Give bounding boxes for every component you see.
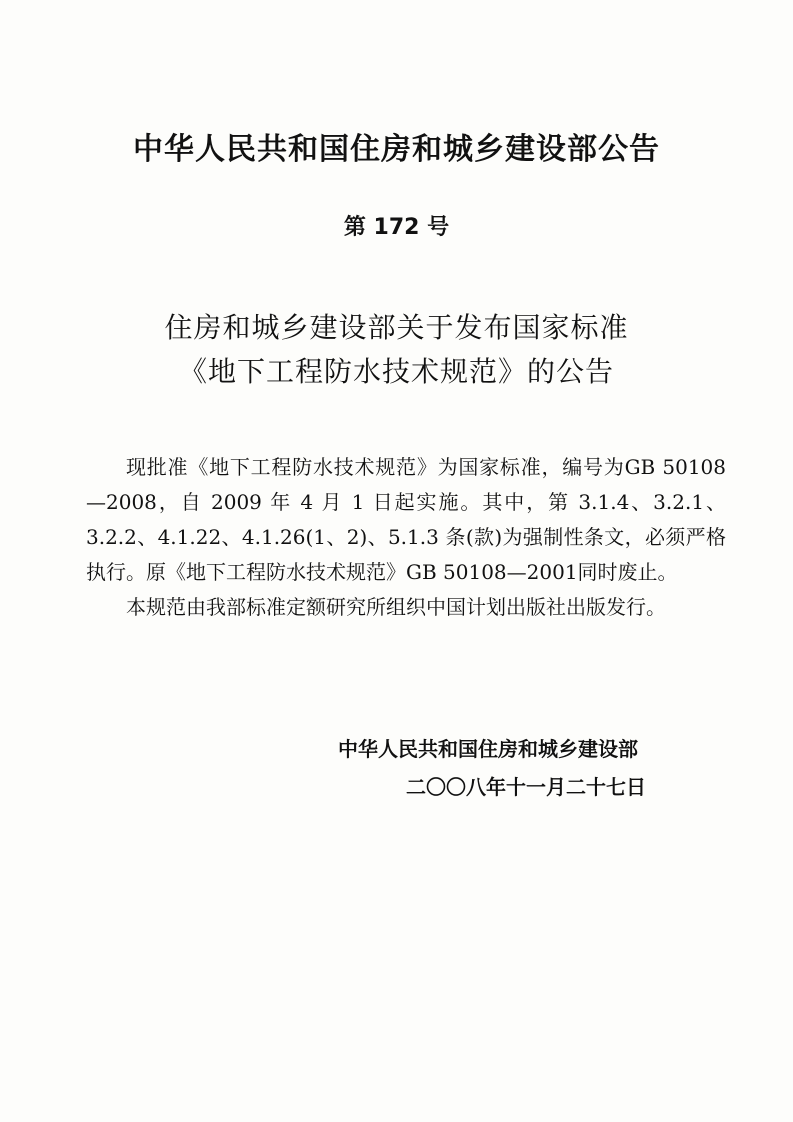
body-paragraph-2: 本规范由我部标准定额研究所组织中国计划出版社出版发行。: [126, 595, 666, 619]
signature-block: [300, 730, 690, 806]
subtitle-line-2: 《地下工程防水技术规范》的公告: [178, 355, 614, 388]
signature-organization: 中华人民共和国住房和城乡建设部: [338, 737, 638, 761]
announcement-title: 中华人民共和国住房和城乡建设部公告: [133, 132, 660, 167]
announcement-subtitle: [0, 306, 793, 394]
announcement-number: 第 172 号: [343, 215, 450, 240]
signature-date: 二〇〇八年十一月二十七日: [406, 775, 646, 799]
subtitle-line-1: 住房和城乡建设部关于发布国家标准: [164, 311, 629, 344]
announcement-body: [86, 450, 726, 625]
body-paragraph-1: 现批准《地下工程防水技术规范》为国家标准，编号为GB 50108—2008，自 2009 年 4 月 1 日起实施。其中，第 3.1.4、3.2.1、3.2.2、4.1.22、4.1.26(1、2)、5.1.3 条(款)为强制性条文，必须严格执行。原《地下工程防水技术规范》GB 50108—2001同时废止。: [86, 455, 726, 584]
